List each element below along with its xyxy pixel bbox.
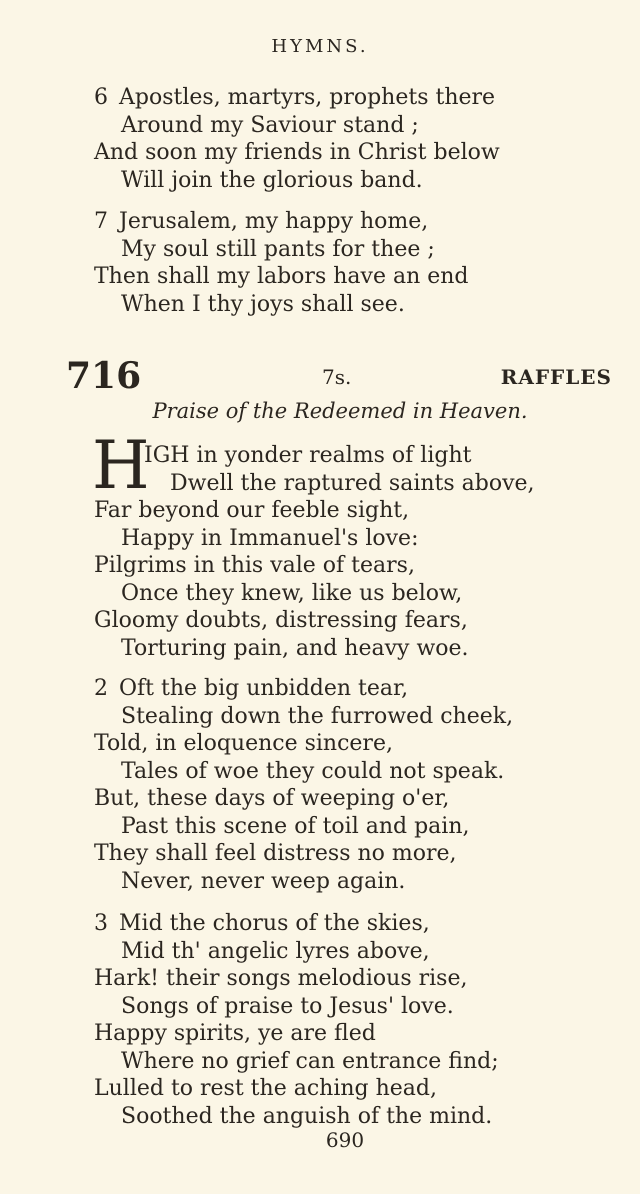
verse-line: But, these days of weeping o'er, <box>94 786 450 811</box>
verse-line: Once they knew, like us below, <box>121 580 463 606</box>
verse-line: My soul still pants for thee ; <box>121 236 435 262</box>
verse-line: Dwell the raptured saints above, <box>170 470 535 496</box>
verse-line: Mid th' angelic lyres above, <box>121 938 430 964</box>
verse-line: They shall feel distress no more, <box>94 841 457 866</box>
stanza-number: 7 <box>94 209 108 234</box>
verse-line: Told, in eloquence sincere, <box>94 731 393 756</box>
page-number: 690 <box>325 1128 365 1152</box>
verse-line: Songs of praise to Jesus' love. <box>121 993 454 1019</box>
stanza-3 <box>0 910 640 1130</box>
verse-line: Never, never weep again. <box>121 868 406 894</box>
verse-line: Far beyond our feeble sight, <box>94 498 410 523</box>
verse-line: Torturing pain, and heavy woe. <box>121 635 469 661</box>
verse-line: Tales of woe they could not speak. <box>121 758 505 784</box>
hymn-number: 716 <box>66 355 142 397</box>
verse-line: Then shall my labors have an end <box>94 264 469 289</box>
verse-line: Will join the glorious band. <box>121 167 423 193</box>
stanza-number: 3 <box>94 911 108 936</box>
verse-line: Where no grief can entrance find; <box>121 1048 499 1074</box>
verse-line: When I thy joys shall see. <box>121 291 405 317</box>
verse-line: Pilgrims in this vale of tears, <box>94 553 415 578</box>
running-head: HYMNS. <box>271 36 369 57</box>
verse-line: Hark! their songs melodious rise, <box>94 966 468 991</box>
verse-line: 6 Apostles, martyrs, prophets there <box>94 85 496 110</box>
drop-cap: H <box>92 427 150 504</box>
verse-line: Lulled to rest the aching head, <box>94 1076 437 1101</box>
hymn-title: Praise of the Redeemed in Heaven. <box>152 399 528 423</box>
stanza-6 <box>0 84 640 194</box>
stanza-number: 2 <box>94 676 108 701</box>
stanza-2 <box>0 675 640 895</box>
verse-line: 2 Oft the big unbidden tear, <box>94 676 409 701</box>
hymn-heading <box>0 356 640 396</box>
verse-line: Happy spirits, ye are fled <box>94 1021 376 1046</box>
verse-line: Soothed the anguish of the mind. <box>121 1103 493 1129</box>
stanza-1 <box>0 442 640 662</box>
hymn-tune: RAFFLES <box>500 365 612 389</box>
verse-line: And soon my friends in Christ below <box>94 140 500 165</box>
verse-line: IGH in yonder realms of light <box>144 443 472 468</box>
verse-line: Happy in Immanuel's love: <box>121 525 419 551</box>
verse-line: Gloomy doubts, distressing fears, <box>94 608 468 633</box>
verse-line: 7 Jerusalem, my happy home, <box>94 209 429 234</box>
verse-line: 3 Mid the chorus of the skies, <box>94 911 430 936</box>
stanza-7 <box>0 208 640 318</box>
hymn-meter: 7s. <box>322 365 352 389</box>
verse-line: Stealing down the furrowed cheek, <box>121 703 514 729</box>
verse-line: Around my Saviour stand ; <box>121 112 419 138</box>
stanza-number: 6 <box>94 85 108 110</box>
verse-line: Past this scene of toil and pain, <box>121 813 470 839</box>
